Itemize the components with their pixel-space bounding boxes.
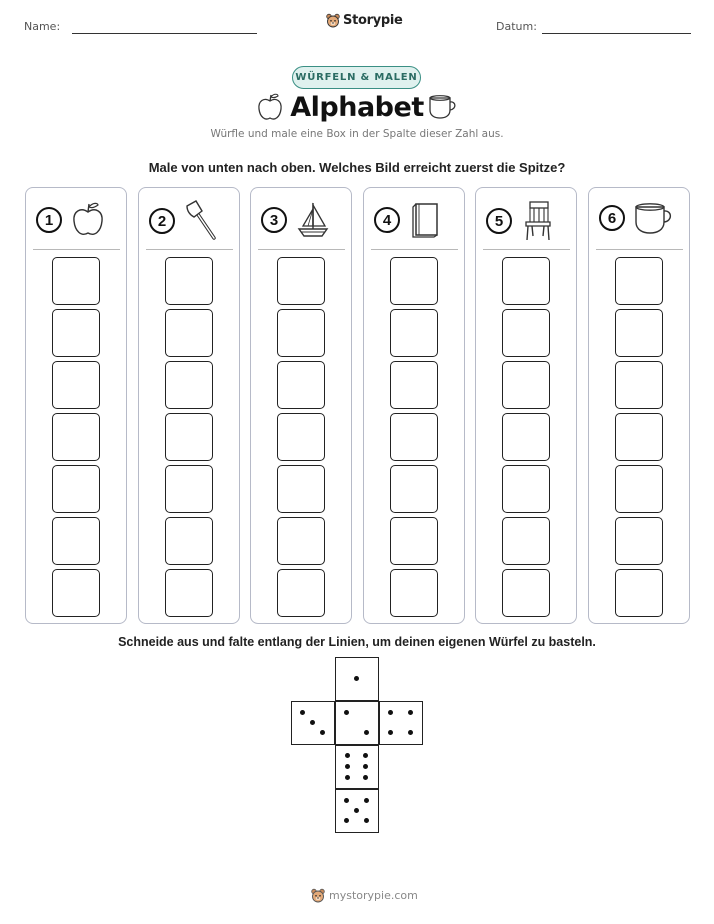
color-box[interactable] [52, 569, 100, 617]
die-pip [345, 764, 350, 769]
bear-icon [326, 13, 340, 28]
brand-logo [326, 13, 403, 28]
column-divider [371, 249, 458, 250]
color-box[interactable] [277, 517, 325, 565]
color-box[interactable] [615, 517, 663, 565]
die-face-4 [379, 701, 423, 745]
color-box[interactable] [52, 257, 100, 305]
die-pip [344, 798, 349, 803]
die-pip [363, 775, 368, 780]
die-pip [344, 710, 349, 715]
column-divider [483, 249, 570, 250]
column-number: 1 [36, 207, 62, 233]
color-box[interactable] [52, 413, 100, 461]
date-line[interactable] [542, 33, 691, 34]
column-6 [588, 187, 690, 624]
column-3 [250, 187, 352, 624]
color-box[interactable] [52, 309, 100, 357]
color-box[interactable] [615, 309, 663, 357]
die-pip [354, 676, 359, 681]
column-4 [363, 187, 465, 624]
subtitle: Würfle und male eine Box in der Spalte dieser Zahl aus. [210, 128, 504, 140]
color-box[interactable] [165, 309, 213, 357]
color-box[interactable] [502, 413, 550, 461]
name-label: Name: [24, 20, 61, 33]
footer-url[interactable]: mystorypie.com [329, 889, 418, 902]
color-box[interactable] [390, 465, 438, 513]
column-number: 6 [599, 205, 625, 231]
instruction: Male von unten nach oben. Welches Bild erreicht zuerst die Spitze? [148, 160, 566, 175]
color-box[interactable] [390, 569, 438, 617]
cup-icon [427, 94, 459, 120]
column-number: 2 [149, 208, 175, 234]
brand-name: Storypie [343, 13, 403, 28]
color-box[interactable] [165, 361, 213, 409]
column-divider [33, 249, 120, 250]
die-face-6 [335, 745, 379, 789]
die-pip [345, 775, 350, 780]
column-1 [25, 187, 127, 624]
color-box[interactable] [615, 569, 663, 617]
color-box[interactable] [502, 309, 550, 357]
column-2 [138, 187, 240, 624]
color-box[interactable] [277, 465, 325, 513]
die-face-5 [335, 789, 379, 833]
die-pip [320, 730, 325, 735]
color-box[interactable] [390, 309, 438, 357]
die-pip [354, 808, 359, 813]
column-divider [146, 249, 233, 250]
color-box[interactable] [277, 569, 325, 617]
die-pip [388, 730, 393, 735]
apple-icon [70, 200, 106, 240]
color-box[interactable] [52, 361, 100, 409]
name-line[interactable] [72, 33, 257, 34]
color-box[interactable] [390, 257, 438, 305]
column-number: 5 [486, 208, 512, 234]
color-box[interactable] [165, 465, 213, 513]
die-pip [364, 798, 369, 803]
column-number: 3 [261, 207, 287, 233]
page-title: Alphabet [290, 92, 424, 123]
color-box[interactable] [277, 257, 325, 305]
die-pip [408, 730, 413, 735]
color-box[interactable] [165, 569, 213, 617]
color-box[interactable] [502, 569, 550, 617]
bear-icon [311, 888, 325, 903]
die-pip [344, 818, 349, 823]
color-box[interactable] [615, 257, 663, 305]
color-box[interactable] [615, 361, 663, 409]
column-divider [596, 249, 683, 250]
color-box[interactable] [52, 517, 100, 565]
die-pip [300, 710, 305, 715]
color-box[interactable] [502, 361, 550, 409]
die-face-3 [291, 701, 335, 745]
book-icon [408, 200, 444, 240]
color-box[interactable] [390, 361, 438, 409]
cup-icon [633, 200, 673, 236]
color-box[interactable] [52, 465, 100, 513]
color-box[interactable] [277, 309, 325, 357]
axe-icon [183, 200, 219, 242]
color-box[interactable] [165, 413, 213, 461]
die-face-2 [335, 701, 379, 745]
chair-icon [520, 200, 556, 242]
category-badge: WÜRFELN & MALEN [292, 66, 421, 89]
color-box[interactable] [165, 517, 213, 565]
die-pip [310, 720, 315, 725]
die-face-1 [335, 657, 379, 701]
die-pip [363, 753, 368, 758]
footer [311, 888, 418, 903]
die-pip [364, 818, 369, 823]
color-box[interactable] [277, 413, 325, 461]
color-box[interactable] [502, 517, 550, 565]
column-divider [258, 249, 345, 250]
die-pip [364, 730, 369, 735]
date-label: Datum: [496, 20, 537, 33]
die-pip [345, 753, 350, 758]
color-box[interactable] [615, 413, 663, 461]
color-box[interactable] [165, 257, 213, 305]
color-box[interactable] [390, 517, 438, 565]
color-box[interactable] [277, 361, 325, 409]
column-number: 4 [374, 207, 400, 233]
die-pip [408, 710, 413, 715]
color-box[interactable] [502, 257, 550, 305]
sailboat-icon [295, 200, 331, 240]
die-pip [363, 764, 368, 769]
color-box[interactable] [502, 465, 550, 513]
column-5 [475, 187, 577, 624]
cutout-instruction: Schneide aus und falte entlang der Linien, um deinen eigenen Würfel zu basteln. [118, 635, 596, 649]
die-pip [388, 710, 393, 715]
color-box[interactable] [615, 465, 663, 513]
color-box[interactable] [390, 413, 438, 461]
